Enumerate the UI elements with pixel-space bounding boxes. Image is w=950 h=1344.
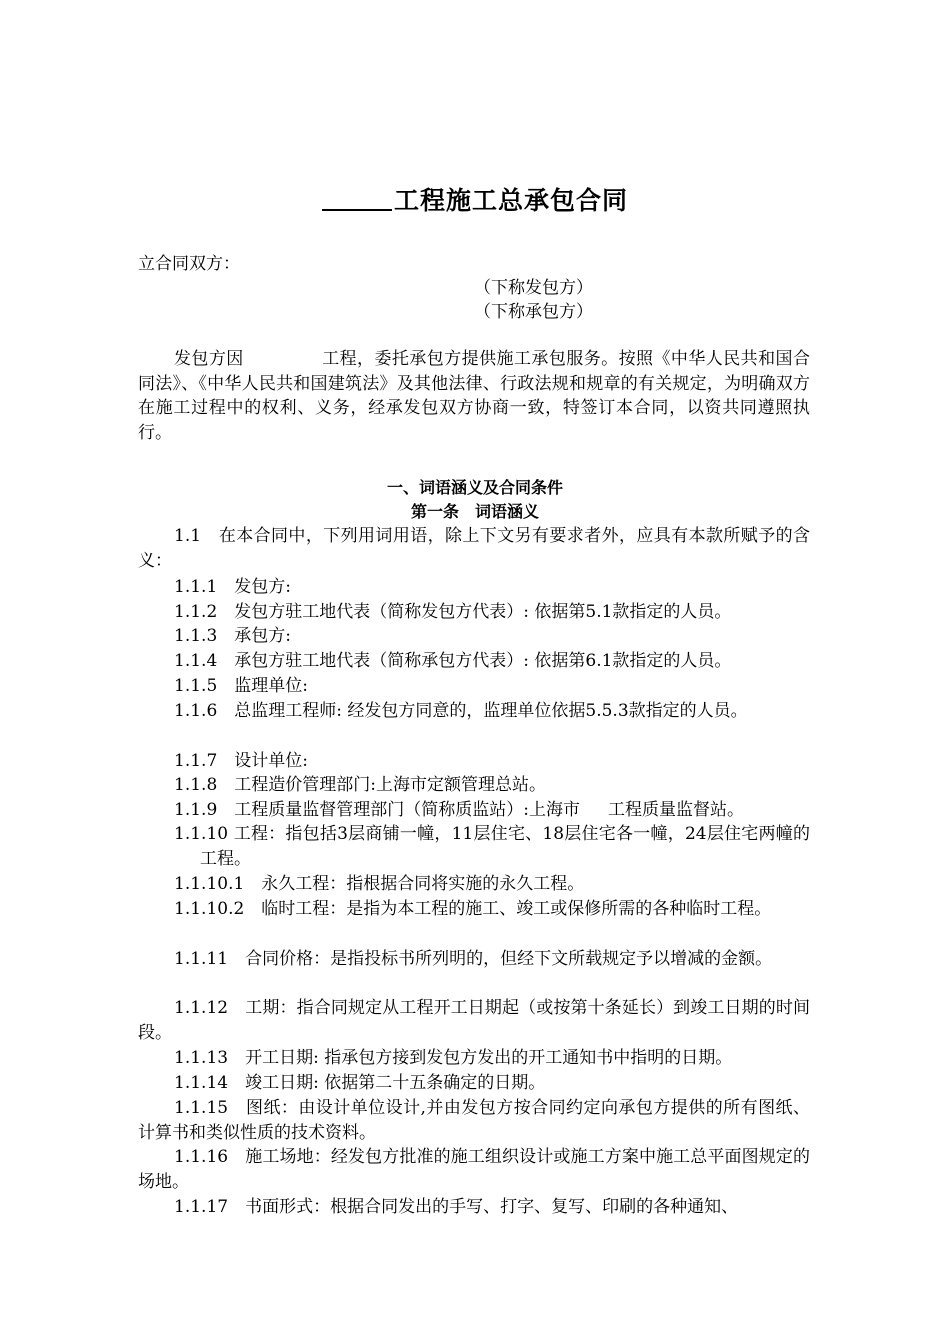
clause-1-1-6: 1.1.6 总监理工程师: 经发包方同意的，监理单位依据5.5.3款指定的人员。 [174, 701, 748, 721]
intro-part2: 工程，委托承包方提供施工承包服务。按照《中华人民共和国合同法》、《中华人民共和国建筑法》及其他法律、行政法规和规章的有关规定，为明确双方在施工过程中的权利、义务，经承发包双方协商一致，特签订本合同，以资共同遵照执行。 [138, 349, 810, 443]
clause-1-1-4: 1.1.4 承包方驻工地代表（简称承包方代表）: 依据第6.1款指定的人员。 [174, 651, 732, 671]
clause-1-1-10-2: 1.1.10.2 临时工程：是指为本工程的施工、竣工或保修所需的各种临时工程。 [174, 899, 772, 919]
clause-1-1-8: 1.1.8 工程造价管理部门:上海市定额管理总站。 [174, 775, 546, 795]
clause-1-1: 1.1 在本合同中，下列用词用语，除上下文另有要求者外，应具有本款所赋予的含义： [138, 526, 810, 571]
clause-1-1-10-part-b: 工程。 [200, 848, 251, 869]
title-blank-line [322, 183, 392, 211]
clause-1-1-3: 1.1.3 承包方: [174, 626, 291, 646]
clause-1-1-10 [138, 822, 810, 871]
clause-1-1-1: 1.1.1 发包方: [174, 577, 291, 597]
title-text: 工程施工总承包合同 [393, 186, 628, 215]
section-heading: 一、词语涵义及合同条件 [386, 478, 563, 497]
contract-title [0, 181, 950, 221]
parties-label: 立合同双方： [138, 254, 240, 274]
clause-1-1-11: 1.1.11 合同价格：是指投标书所列明的，但经下文所载规定予以增减的金额。 [174, 949, 773, 969]
clause-1-1-5: 1.1.5 监理单位: [174, 676, 308, 696]
clause-1-1-9 [138, 798, 810, 822]
clause-1-1-7: 1.1.7 设计单位: [174, 751, 308, 771]
intro-part1: 发包方因 [174, 349, 244, 369]
contractor-note: （下称承包方） [474, 302, 593, 322]
article-heading: 第一条 词语涵义 [410, 502, 539, 521]
employer-note: （下称发包方） [474, 278, 593, 298]
clause-1-1-17: 1.1.17 书面形式：根据合同发出的手写、打字、复写、印刷的各种通知、 [174, 1197, 739, 1217]
clause-1-1-2: 1.1.2 发包方驻工地代表（简称发包方代表）: 依据第5.1款指定的人员。 [174, 602, 732, 622]
clause-1-1-9-part-b: 工程质量监督站。 [607, 800, 744, 820]
clause-1-1-10-part-a: 1.1.10 工程：指包括3层商铺一幢，11层住宅、18层住宅各一幢，24层住宅两幢的 [174, 824, 810, 844]
clause-1-1-12: 1.1.12 工期：指合同规定从工程开工日期起（或按第十条延长）到竣工日期的时间段。 [138, 998, 810, 1043]
clause-1-1-13: 1.1.13 开工日期: 指承包方接到发包方发出的开工通知书中指明的日期。 [174, 1048, 733, 1068]
clause-1-1-15: 1.1.15 图纸：由设计单位设计,并由发包方按合同约定向承包方提供的所有图纸、计算书和类似性质的技术资料。 [138, 1098, 810, 1143]
clause-1-1-10-1: 1.1.10.1 永久工程：指根据合同将实施的永久工程。 [174, 874, 585, 894]
clause-1-1-14: 1.1.14 竣工日期: 依据第二十五条确定的日期。 [174, 1073, 546, 1093]
clause-1-1-16: 1.1.16 施工场地：经发包方批准的施工组织设计或施工方案中施工总平面图规定的场地。 [138, 1147, 810, 1192]
intro-paragraph [138, 347, 810, 445]
clause-1-1-9-part-a: 1.1.9 工程质量监督管理部门（简称质监站）:上海市 [174, 800, 580, 820]
